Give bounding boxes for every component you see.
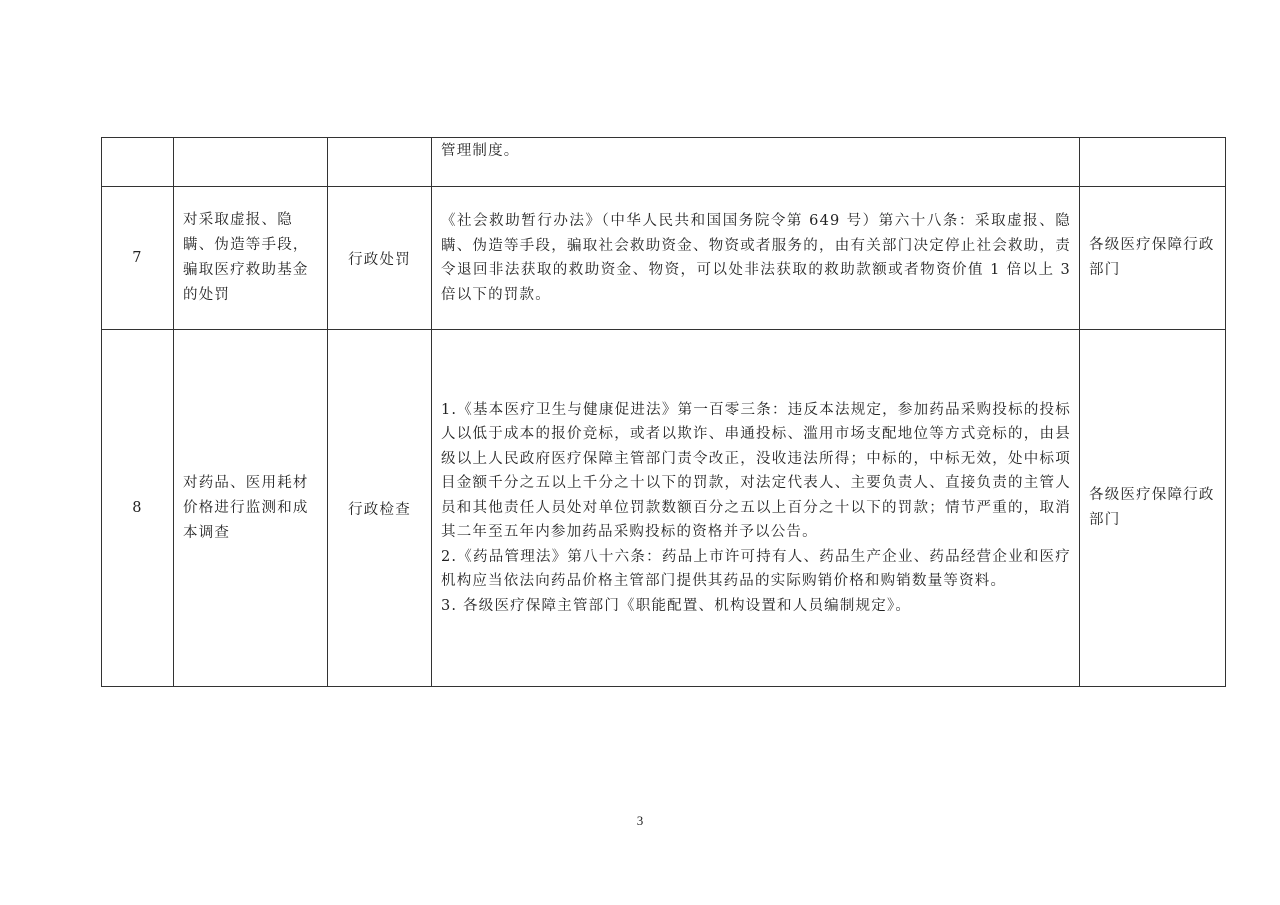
legal-basis-cell	[432, 138, 1080, 187]
row-number-cell: 7	[102, 187, 174, 330]
department-cell: 各级医疗保障行政部门	[1080, 187, 1226, 330]
category-cell: 行政检查	[328, 330, 432, 687]
page-number: 3	[636, 813, 644, 828]
legal-basis-paragraph: 管理制度。	[441, 143, 520, 159]
category-cell: 行政处罚	[328, 187, 432, 330]
legal-basis-cell	[432, 187, 1080, 330]
regulation-table	[101, 137, 1226, 687]
table-row-8	[102, 330, 1226, 687]
item-name-cell	[174, 138, 328, 187]
row-number-cell: 8	[102, 330, 174, 687]
legal-basis-paragraph: 《社会救助暂行办法》（中华人民共和国国务院令第 649 号）第六十八条：采取虚报、隐瞒、伪造等手段，骗取社会救助资金、物资或者服务的，由有关部门决定停止社会救助，责令退回非法获取的救助资金、物资，可以处非法获取的救助款额或者物资价值 1 倍以上 3 倍以下的罚款。	[441, 213, 1071, 303]
legal-basis-cell	[432, 330, 1080, 687]
legal-basis-paragraph: 2.《药品管理法》第八十六条：药品上市许可持有人、药品生产企业、药品经营企业和医疗机构应当依法向药品价格主管部门提供其药品的实际购销价格和购销数量等资料。	[441, 548, 1071, 590]
row-number-cell	[102, 138, 174, 187]
table-row-7	[102, 187, 1226, 330]
legal-basis-paragraph: 3. 各级医疗保障主管部门《职能配置、机构设置和人员编制规定》。	[441, 597, 912, 614]
category-cell	[328, 138, 432, 187]
table-row-continued	[102, 138, 1226, 187]
item-name-cell: 对采取虚报、隐瞒、伪造等手段，骗取医疗救助基金的处罚	[174, 187, 328, 330]
department-cell: 各级医疗保障行政部门	[1080, 330, 1226, 687]
legal-basis-paragraph: 1.《基本医疗卫生与健康促进法》第一百零三条：违反本法规定，参加药品采购投标的投标人以低于成本的报价竞标，或者以欺诈、串通投标、滥用市场支配地位等方式竞标的，由县级以上人民政府医疗保障主管部门责令改正，没收违法所得；中标的，中标无效，处中标项目金额千分之五以上千分之十以下的罚款，对法定代表人、主要负责人、直接负责的主管人员和其他责任人员处对单位罚款数额百分之五以上百分之十以下的罚款；情节严重的，取消其二年至五年内参加药品采购投标的资格并予以公告。	[441, 401, 1071, 541]
department-cell	[1080, 138, 1226, 187]
item-name-cell: 对药品、医用耗材价格进行监测和成本调查	[174, 330, 328, 687]
